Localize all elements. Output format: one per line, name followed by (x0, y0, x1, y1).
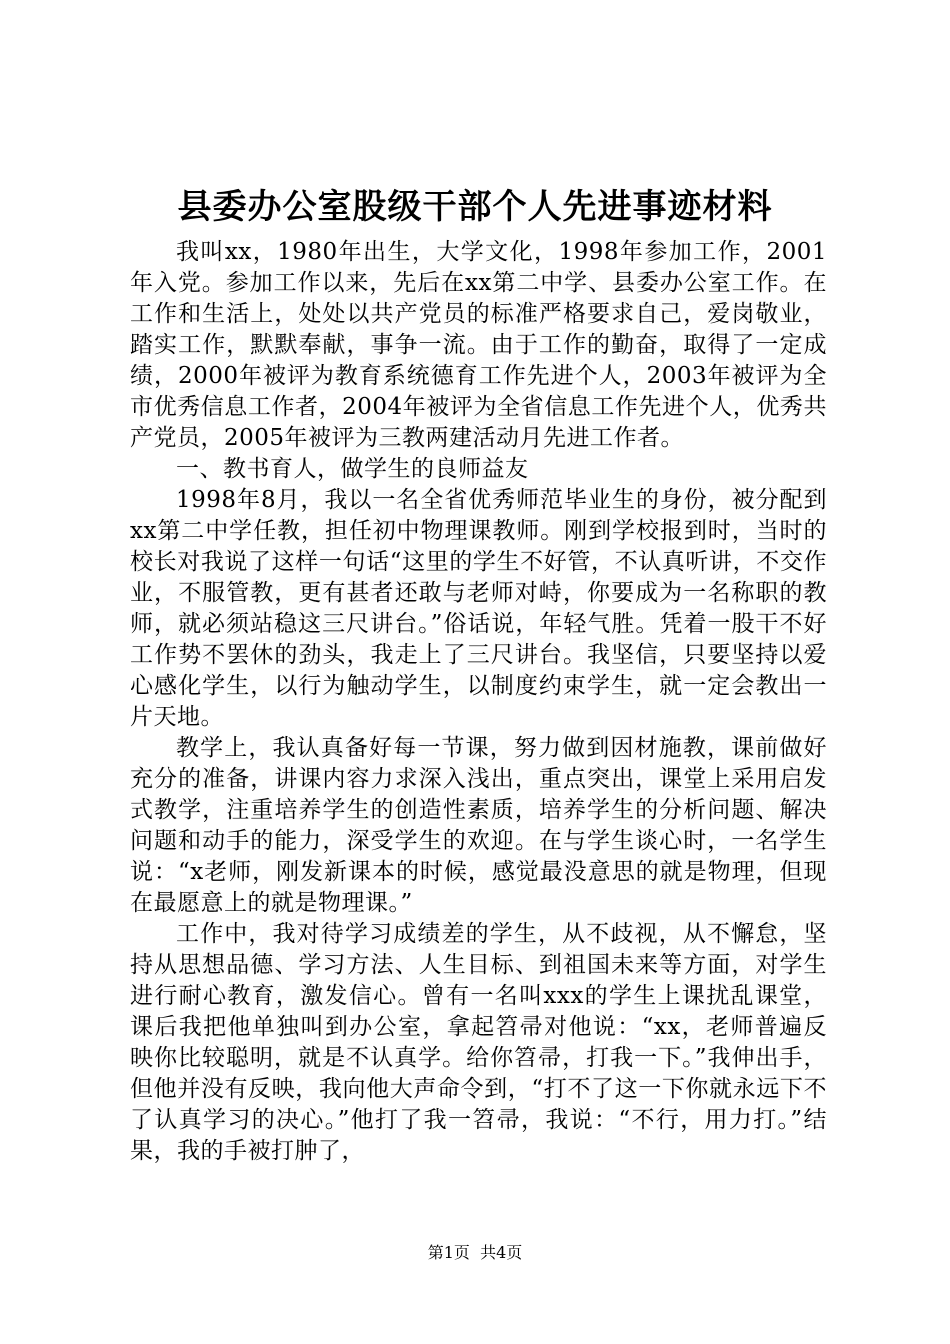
footer-separator (470, 1243, 480, 1262)
paragraph: 1998年8月，我以一名全省优秀师范毕业生的身份，被分配到xx第二中学任教，担任初中物理课教师。刚到学校报到时，当时的校长对我说了这样一句话“这里的学生不好管，不认真听讲，不交作业，不服管教，更有甚者还敢与老师对峙，你要成为一名称职的教师，就必须站稳这三尺讲台。”俗话说，年轻气胜。凭着一股干不好工作势不罢休的劲头，我走上了三尺讲台。我坚信，只要坚持以爱心感化学生，以行为触动学生，以制度约束学生，就一定会教出一片天地。 (130, 487, 827, 730)
document-body (130, 237, 827, 1167)
paragraph-intro: 我叫xx，1980年出生，大学文化，1998年参加工作，2001年入党。参加工作以来，先后在xx第二中学、县委办公室工作。在工作和生活上，处处以共产党员的标准严格要求自己，爱岗敬业，踏实工作，默默奉献，事争一流。由于工作的勤奋，取得了一定成绩，2000年被评为教育系统德育工作先进个人，2003年被评为全市优秀信息工作者，2004年被评为全省信息工作先进个人，优秀共产党员，2005年被评为三教两建活动月先进工作者。 (130, 239, 827, 451)
page-number: 第1页 (427, 1243, 470, 1262)
section-heading: 一、教书育人，做学生的良师益友 (176, 456, 529, 482)
page-footer (0, 1241, 950, 1265)
paragraph: 工作中，我对待学习成绩差的学生，从不歧视，从不懈怠，坚持从思想品德、学习方法、人生目标、到祖国未来等方面，对学生进行耐心教育，激发信心。曾有一名叫xxx的学生上课扰乱课堂，课后我把他单独叫到办公室，拿起笤帚对他说：“xx，老师普遍反映你比较聪明，就是不认真学。给你笤帚，打我一下。”我伸出手，但他并没有反映，我向他大声命令到，“打不了这一下你就永远下不了认真学习的决心。”他打了我一笤帚，我说：“不行，用力打。”结果，我的手被打肿了， (130, 921, 827, 1164)
page-total: 共4页 (480, 1243, 523, 1262)
document-title: 县委办公室股级干部个人先进事迹材料 (177, 187, 773, 227)
paragraph: 教学上，我认真备好每一节课，努力做到因材施教，课前做好充分的准备，讲课内容力求深入浅出，重点突出，课堂上采用启发式教学，注重培养学生的创造性素质，培养学生的分析问题、解决问题和动手的能力，深受学生的欢迎。在与学生谈心时，一名学生说：“x老师，刚发新课本的时候，感觉最没意思的就是物理，但现在最愿意上的就是物理课。” (130, 735, 827, 916)
